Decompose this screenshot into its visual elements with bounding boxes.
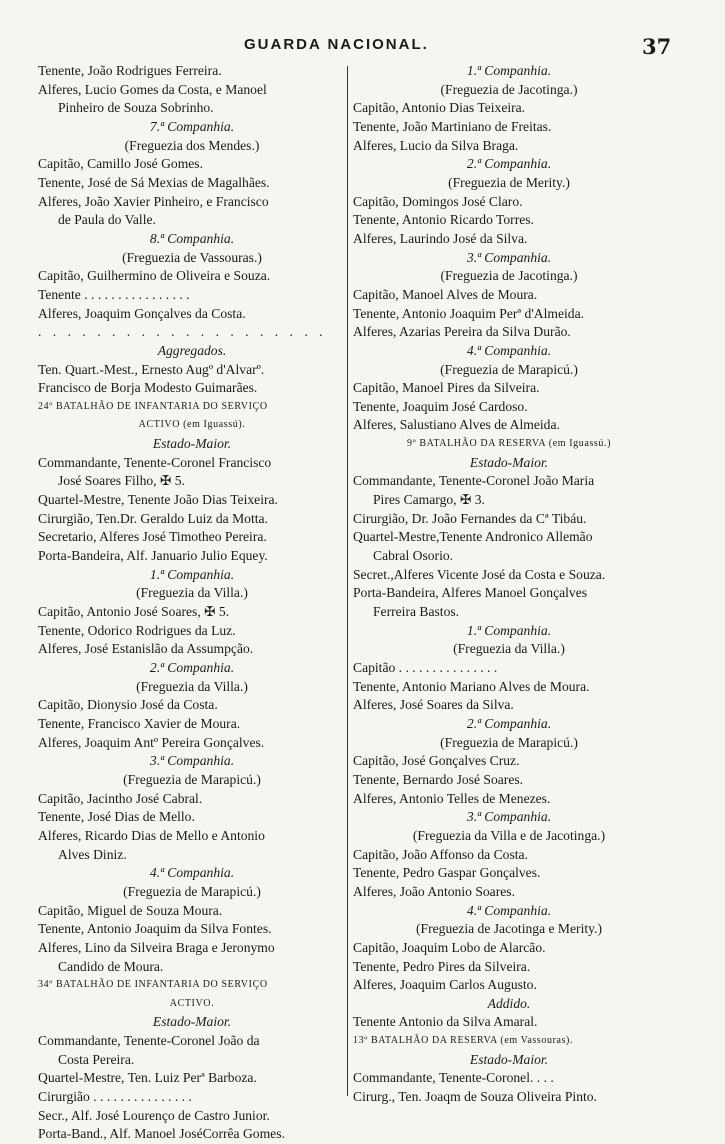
text-line: Alferes, João Xavier Pinheiro, e Francisco	[38, 193, 269, 209]
text-line: (Freguezia de Jacotinga.)	[440, 81, 578, 97]
text-line: Commandante, Tenente-Coronel João Maria	[353, 473, 595, 489]
text-line: 2.ª Companhia.	[466, 156, 552, 172]
text-line: Pinheiro de Souza Sobrinho.	[58, 100, 214, 116]
text-line: Alferes, Laurindo José da Silva.	[353, 230, 528, 246]
text-line: Secretario, Alferes José Timotheo Pereira.	[38, 529, 267, 545]
text-line: Capitão, Camillo José Gomes.	[38, 156, 203, 172]
text-line: Tenente, Antonio Ricardo Torres.	[353, 212, 534, 228]
text-line: Cirurg., Ten. Joaqm de Souza Oliveira Pinto.	[353, 1089, 597, 1105]
text-line: 1.ª Companhia.	[466, 622, 552, 638]
text-line: 3.ª Companhia.	[466, 249, 552, 265]
text-line: Tenente, Francisco Xavier de Moura.	[38, 715, 241, 731]
text-line: (Freguezia de Merity.)	[448, 174, 570, 190]
text-line: 2.ª Companhia.	[149, 660, 235, 675]
text-line: Alferes, José Soares da Silva.	[353, 697, 514, 713]
text-line: 3.ª Companhia.	[149, 753, 235, 769]
text-line: Costa Pereira.	[58, 1051, 135, 1067]
left-column	[38, 62, 346, 1144]
text-line: Pires Camargo, ✠ 3.	[373, 492, 485, 508]
text-line: Capitão, Antonio Dias Teixeira.	[353, 100, 526, 116]
page-number: 37	[642, 34, 672, 59]
text-line: (Freguezia da Villa.)	[136, 585, 248, 601]
text-line: (Freguezia de Vassouras.)	[122, 249, 262, 265]
text-line: Capitão, Joaquim Lobo de Alarcão.	[353, 939, 546, 955]
text-line: Tenente, Antonio Mariano Alves de Moura.	[353, 678, 590, 694]
text-line: Alferes, Lucio Gomes da Costa, e Manoel	[38, 81, 267, 97]
column-divider	[347, 66, 348, 1096]
text-line: Tenente, Antonio Joaquim da Silva Fontes.	[38, 921, 272, 937]
text-line: (Freguezia dos Mendes.)	[124, 137, 260, 153]
text-line: Tenente, Joaquim José Cardoso.	[353, 398, 528, 414]
text-line: Capitão, Guilhermino de Oliveira e Souza.	[38, 268, 271, 284]
text-line: Tenente, José de Sá Mexias de Magalhães.	[38, 174, 270, 190]
text-line: ACTIVO (em Iguassú).	[138, 419, 246, 431]
text-line: Capitão, Domingos José Claro.	[353, 193, 523, 209]
text-line: Estado-Maior.	[152, 436, 232, 452]
text-line: Cirurgião . . . . . . . . . . . . . . .	[38, 1089, 192, 1105]
text-line: Tenente Antonio da Silva Amaral.	[353, 1014, 538, 1030]
text-line: Alferes, João Antonio Soares.	[353, 883, 515, 899]
text-line: Cabral Osorio.	[373, 548, 454, 564]
text-line: (Freguezia da Villa.)	[453, 641, 565, 657]
text-line: (Freguezia de Jacotinga e Merity.)	[416, 921, 602, 937]
text-line: Alferes, José Estanislão da Assumpção.	[38, 641, 254, 657]
text-line: Alferes, Joaquim Carlos Augusto.	[353, 977, 537, 993]
text-line: 7.ª Companhia.	[149, 118, 235, 134]
text-line: Capitão, Dionysio José da Costa.	[38, 697, 218, 713]
text-line: Porta-Band., Alf. Manoel JoséCorrêa Gomes.	[38, 1126, 285, 1142]
text-line: Tenente . . . . . . . . . . . . . . . .	[38, 286, 190, 302]
text-line: Alferes, Azarias Pereira da Silva Durão.	[353, 324, 571, 340]
text-line: Alferes, Joaquim Antº Pereira Gonçalves.	[38, 734, 265, 750]
text-line: (Freguezia de Marapicú.)	[440, 361, 578, 377]
text-line: Tenente, Pedro Gaspar Gonçalves.	[353, 865, 541, 881]
text-line: Estado-Maior.	[469, 1051, 549, 1067]
text-line: Alferes, Antonio Telles de Menezes.	[353, 790, 551, 806]
text-line: 8.ª Companhia.	[149, 230, 235, 246]
running-title: GUARDA NACIONAL.	[244, 36, 429, 53]
text-line: Tenente, José Dias de Mello.	[38, 809, 195, 825]
text-line: Alferes, Ricardo Dias de Mello e Antonio	[38, 827, 265, 843]
text-line: Capitão, José Gonçalves Cruz.	[353, 753, 520, 769]
text-line: Alves Diniz.	[58, 846, 127, 862]
text-line: Tenente, Antonio Joaquim Perª d'Almeida.	[353, 305, 585, 321]
text-line: 4.ª Companhia.	[466, 902, 552, 918]
text-line: Commandante, Tenente-Coronel João da	[38, 1033, 260, 1049]
text-line: Commandante, Tenente-Coronel. . . .	[353, 1070, 554, 1086]
text-line: (Freguezia da Villa.)	[136, 678, 248, 694]
text-line: Quartel-Mestre, Tenente João Dias Teixeira.	[38, 492, 278, 508]
text-line: Francisco de Borja Modesto Guimarães.	[38, 380, 258, 396]
text-line: Ferreira Bastos.	[373, 604, 460, 620]
text-line: Capitão, Manoel Alves de Moura.	[353, 286, 538, 302]
text-line: Capitão, Jacintho José Cabral.	[38, 790, 203, 806]
text-line: Estado-Maior.	[469, 454, 549, 470]
text-line: Secr., Alf. José Lourenço de Castro Junior.	[38, 1107, 270, 1123]
text-line: Porta-Bandeira, Alf. Januario Julio Equey.	[38, 548, 268, 564]
text-line: Cirurgião, Dr. João Fernandes da Cª Tibáu.	[353, 510, 587, 526]
text-line: 1.ª Companhia.	[149, 566, 235, 582]
text-line: 34º BATALHÃO DE INFANTARIA DO SERVIÇO	[38, 979, 268, 991]
text-line: (Freguezia da Villa e de Jacotinga.)	[412, 827, 606, 843]
text-line: . . . . . . . . . . . . . . . . . . . .	[38, 324, 327, 340]
text-line: Commandante, Tenente-Coronel Francisco	[38, 454, 272, 470]
text-line: 9º BATALHÃO DA RESERVA (em Iguassú.)	[406, 438, 612, 450]
text-line: Tenente, Bernardo José Soares.	[353, 771, 524, 787]
text-line: Porta-Bandeira, Alferes Manoel Gonçalves	[353, 585, 588, 601]
right-column	[353, 62, 665, 1107]
text-line: Capitão . . . . . . . . . . . . . . .	[353, 660, 498, 675]
text-line: Alferes, Lino da Silveira Braga e Jeronymo	[38, 939, 275, 955]
text-line: ACTIVO.	[169, 997, 215, 1009]
text-line: Tenente, João Rodrigues Ferreira.	[38, 63, 222, 78]
text-line: Alferes, Lucio da Silva Braga.	[353, 137, 519, 153]
text-line: Tenente, Odorico Rodrigues da Luz.	[38, 622, 236, 638]
text-line: Alferes, Salustiano Alves de Almeida.	[353, 417, 560, 433]
text-line: Tenente, João Martiniano de Freitas.	[353, 118, 552, 134]
text-line: 13º BATALHÃO DA RESERVA (em Vassouras).	[353, 1035, 574, 1047]
text-line: 24º BATALHÃO DE INFANTARIA DO SERVIÇO	[38, 400, 268, 412]
text-line: Alferes, Joaquim Gonçalves da Costa.	[38, 305, 246, 321]
text-line: Cirurgião, Ten.Dr. Geraldo Luiz da Motta.	[38, 510, 268, 526]
text-line: Capitão, João Affonso da Costa.	[353, 846, 528, 862]
text-line: Ten. Quart.-Mest., Ernesto Augº d'Alvarº.	[38, 361, 265, 377]
text-line: 2.ª Companhia.	[466, 715, 552, 731]
text-line: (Freguezia de Marapicú.)	[123, 883, 261, 899]
text-line: Estado-Maior.	[152, 1014, 232, 1030]
text-line: 1.ª Companhia.	[466, 63, 552, 78]
text-line: Quartel-Mestre, Ten. Luiz Perª Barboza.	[38, 1070, 257, 1086]
text-line: (Freguezia de Marapicú.)	[440, 734, 578, 750]
text-line: de Paula do Valle.	[58, 212, 156, 228]
text-line: Capitão, Miguel de Souza Moura.	[38, 902, 223, 918]
text-line: Addido.	[487, 995, 531, 1011]
text-line: Tenente, Pedro Pires da Silveira.	[353, 958, 531, 974]
text-line: Secret.,Alferes Vicente José da Costa e Souza.	[353, 566, 606, 582]
page-header	[0, 34, 725, 64]
text-line: 3.ª Companhia.	[466, 809, 552, 825]
text-line: Capitão, Antonio José Soares, ✠ 5.	[38, 604, 230, 620]
text-line: Quartel-Mestre,Tenente Andronico Allemão	[353, 529, 593, 545]
text-line: Candido de Moura.	[58, 958, 164, 974]
text-line: 4.ª Companhia.	[149, 865, 235, 881]
text-line: 4.ª Companhia.	[466, 342, 552, 358]
text-line: (Freguezia de Jacotinga.)	[440, 268, 578, 284]
text-line: Capitão, Manoel Pires da Silveira.	[353, 380, 540, 396]
text-line: (Freguezia de Marapicú.)	[123, 771, 261, 787]
text-line: Aggregados.	[157, 342, 227, 358]
text-line: José Soares Filho, ✠ 5.	[58, 473, 185, 489]
